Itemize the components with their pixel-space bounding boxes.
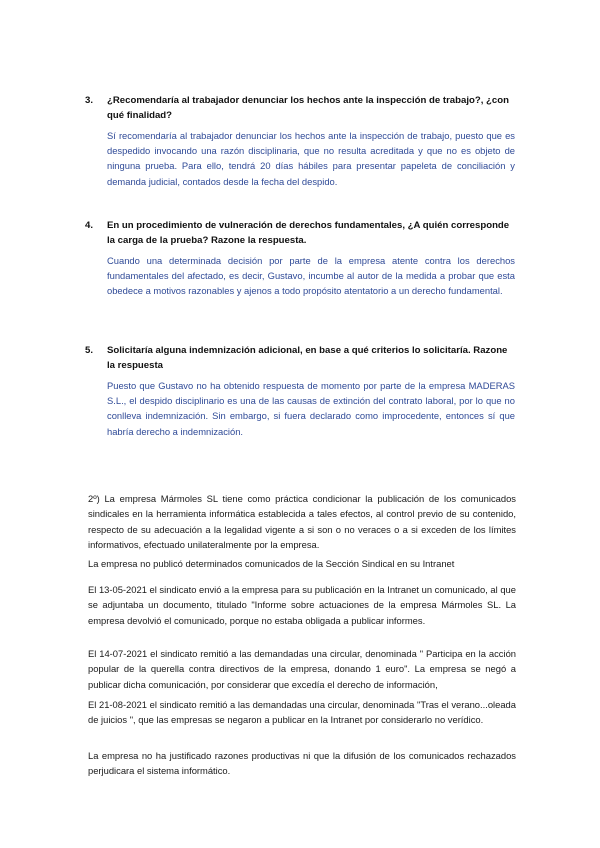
case-paragraph-1: La empresa no publicó determinados comunicados de la Sección Sindical en su Intranet [88, 558, 455, 569]
question-5 [85, 343, 515, 439]
question-title: ¿Recomendaría al trabajador denunciar los hechos ante la inspección de trabajo?, ¿con qué finalidad? [107, 95, 509, 121]
question-3 [85, 93, 515, 189]
case-intro: 2º) La empresa Mármoles SL tiene como práctica condicionar la publicación de los comunicados sindicales en la herramienta informática establecida a tales efectos, al control previo de su contenido, respecto de su adecuación a la legalidad vigente a si son o no veraces o a si exceden de los límites informativos, efectuado unilateralmente por la empresa. [88, 493, 516, 550]
question-4 [85, 218, 515, 299]
answer-text: Cuando una determinada decisión por parte de la empresa atente contra los derechos fundamentales del afectado, es decir, Gustavo, incumbe al autor de la medida a probar que esta obedece a motivos razonables y ajenos a todo propósito atentatorio a un derecho fundamental. [107, 255, 515, 297]
case-paragraph-3: El 14-07-2021 el sindicato remitió a las demandadas una circular, denominada " Participa en la acción popular de la querella contra directivos de la empresa, donando 1 euro". La empresa se negó a publicar dicha comunicación, por considerar que excedía el derecho de información, [88, 648, 516, 690]
question-title: En un procedimiento de vulneración de derechos fundamentales, ¿A quién corresponde la carga de la prueba? Razone la respuesta. [107, 220, 510, 246]
answer-text: Sí recomendaría al trabajador denunciar los hechos ante la inspección de trabajo, puesto que es despedido invocando una razón disciplinaria, que no resulta acreditada y que no es objeto de ninguna prueba. Para ello, tendrá 20 días hábiles para presentar papeleta de conciliación y demanda judicial, contados desde la fecha del despido. [107, 130, 515, 187]
case-paragraph-2: El 13-05-2021 el sindicato envió a la empresa para su publicación en la Intranet un comunicado, al que se adjuntaba un documento, titulado "Informe sobre actuaciones de la empresa Mármoles SL. La empresa devolvió el comunicado, porque no estaba obligada a publicar informes. [88, 584, 516, 626]
case-paragraph-5: La empresa no ha justificado razones productivas ni que la difusión de los comunicados rechazados perjudicara el sistema informático. [88, 750, 516, 777]
case-paragraph-4: El 21-08-2021 el sindicato remitió a las demandadas una circular, denominada "Tras el verano...oleada de juicios ", que las empresas se negaron a publicar en la Intranet por considerarlo no verídico. [88, 699, 516, 726]
question-number: 3. [85, 95, 94, 106]
question-title: Solicitaría alguna indemnización adicional, en base a qué criterios lo solicitaría. Razone la respuesta [107, 345, 508, 371]
question-number: 5. [85, 345, 94, 356]
answer-text: Puesto que Gustavo no ha obtenido respuesta de momento por parte de la empresa MADERAS S.L., el despido disciplinario es una de las causas de extinción del contrato laboral, por lo que no conlleva indemnización. Sin embargo, si fuera declarado como improcedente, entonces sí que habría derecho a indemnización. [107, 380, 515, 437]
question-number: 4. [85, 220, 94, 231]
